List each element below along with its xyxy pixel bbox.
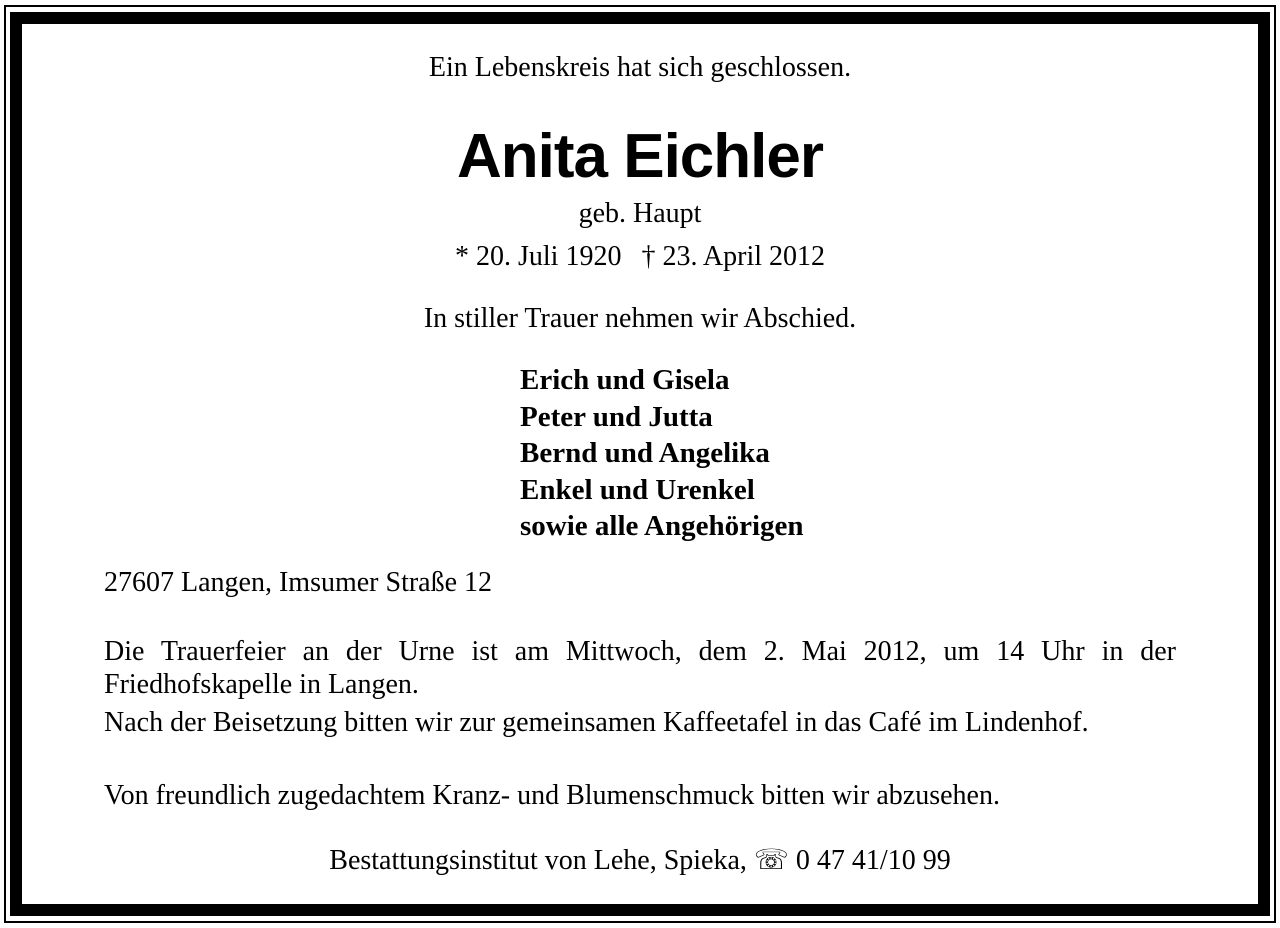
intro-line: Ein Lebenskreis hat sich geschlossen. (428, 52, 852, 83)
reception-paragraph: Nach der Beisetzung bitten wir zur gemeinsamen Kaffeetafel in das Café im Lindenhof. (104, 707, 1089, 738)
service-paragraph: Die Trauerfeier an der Urne ist am Mittwoch, dem 2. Mai 2012, um 14 Uhr in der Friedhofskapelle in Langen. (104, 636, 1176, 700)
mourner-item: sowie alle Angehörigen (520, 510, 804, 542)
maiden-name: geb. Haupt (578, 198, 702, 229)
mourner-item: Erich und Gisela (520, 364, 730, 396)
mourner-item: Peter und Jutta (520, 400, 713, 433)
mourners-list (520, 362, 804, 545)
deceased-name: Anita Eichler (457, 122, 823, 191)
funeral-home-line: Bestattungsinstitut von Lehe, Spieka, ☏ 0 47 41/10 99 (329, 845, 951, 876)
birth-date: * 20. Juli 1920 (454, 241, 622, 272)
mourner-item: Bernd und Angelika (520, 437, 770, 469)
life-dates (0, 241, 1280, 273)
flowers-paragraph: Von freundlich zugedachtem Kranz- und Blumenschmuck bitten wir abzusehen. (104, 780, 1000, 811)
farewell-line: In stiller Trauer nehmen wir Abschied. (423, 303, 857, 334)
family-address: 27607 Langen, Imsumer Straße 12 (104, 567, 493, 598)
mourner-item: Enkel und Urenkel (520, 473, 755, 506)
death-date: † 23. April 2012 (641, 241, 826, 272)
